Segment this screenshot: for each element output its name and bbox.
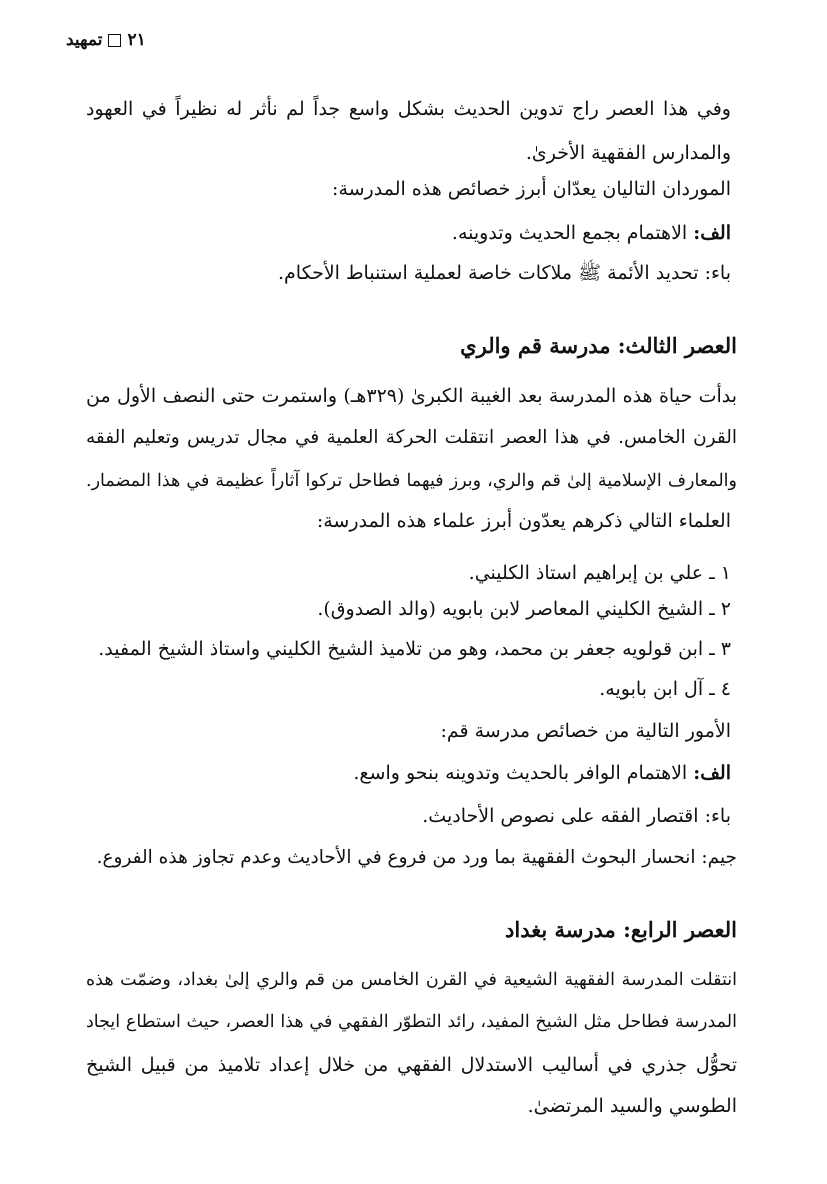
item-text: الاهتمام الوافر بالحديث وتدوينه بنحو واسع. bbox=[353, 762, 688, 784]
paragraph-line: تحوُّل جذري في أساليب الاستدلال الفقهي من خلال إعداد تلاميذ من قبيل الشيخ bbox=[86, 1054, 737, 1076]
list-item: ٢ ـ الشيخ الكليني المعاصر لابن بابويه (والد الصدوق). bbox=[317, 598, 731, 620]
list-item: ٤ ـ آل ابن بابويه. bbox=[599, 678, 731, 700]
paragraph-line: القرن الخامس. في هذا العصر انتقلت الحركة العلمية في مجال تدريس وتعليم الفقه bbox=[86, 427, 737, 448]
list-item: ٣ ـ ابن قولويه جعفر بن محمد، وهو من تلاميذ الشيخ الكليني واستاذ الشيخ المفيد. bbox=[98, 638, 731, 660]
paragraph-line: الطوسي والسيد المرتضىٰ. bbox=[527, 1095, 737, 1117]
square-separator-icon bbox=[108, 34, 121, 47]
list-item bbox=[86, 760, 731, 786]
paragraph-line: الموردان التاليان يعدّان أبرز خصائص هذه المدرسة: bbox=[332, 178, 731, 200]
paragraph-line: بدأت حياة هذه المدرسة بعد الغيبة الكبرىٰ (٣٢٩هـ) واستمرت حتى النصف الأول من bbox=[86, 385, 737, 407]
paragraph-line: الأمور التالية من خصائص مدرسة قم: bbox=[440, 720, 731, 742]
paragraph-line: وفي هذا العصر راج تدوين الحديث بشكل واسع جداً لم نأثر له نظيراً في العهود bbox=[86, 98, 731, 120]
section-heading: العصر الرابع: مدرسة بغداد bbox=[505, 917, 737, 942]
list-item: باء: اقتصار الفقه على نصوص الأحاديث. bbox=[422, 805, 731, 827]
section-heading: العصر الثالث: مدرسة قم والري bbox=[460, 333, 737, 358]
paragraph-line: انتقلت المدرسة الفقهية الشيعية في القرن الخامس من قم والري إلىٰ بغداد، وضمّت هذه bbox=[86, 970, 737, 990]
list-item: ١ ـ علي بن إبراهيم استاذ الكليني. bbox=[468, 562, 731, 584]
list-item: باء: تحديد الأئمة ﷺ ملاكات خاصة لعملية استنباط الأحكام. bbox=[278, 262, 731, 284]
section-title: تمهيد bbox=[66, 30, 103, 50]
paragraph-line: المدرسة فطاحل مثل الشيخ المفيد، رائد التطوّر الفقهي في هذا العصر، حيث استطاع ايجاد bbox=[86, 1012, 737, 1032]
item-label: الف: bbox=[693, 222, 731, 244]
paragraph-line: العلماء التالي ذكرهم يعدّون أبرز علماء هذه المدرسة: bbox=[316, 510, 731, 532]
item-label: الف: bbox=[693, 762, 731, 784]
paragraph-line: والمعارف الإسلامية إلىٰ قم والري، وبرز فيهما فطاحل تركوا آثاراً عظيمة في هذا المضمار. bbox=[86, 471, 737, 491]
list-item: جيم: انحسار البحوث الفقهية بما ورد من فروع في الأحاديث وعدم تجاوز هذه الفروع. bbox=[96, 847, 737, 868]
item-text: الاهتمام بجمع الحديث وتدوينه. bbox=[451, 222, 688, 244]
running-header bbox=[66, 30, 146, 50]
list-item bbox=[86, 220, 731, 246]
page-number: ٢١ bbox=[127, 30, 146, 50]
paragraph-line: والمدارس الفقهية الأخرىٰ. bbox=[525, 142, 731, 164]
